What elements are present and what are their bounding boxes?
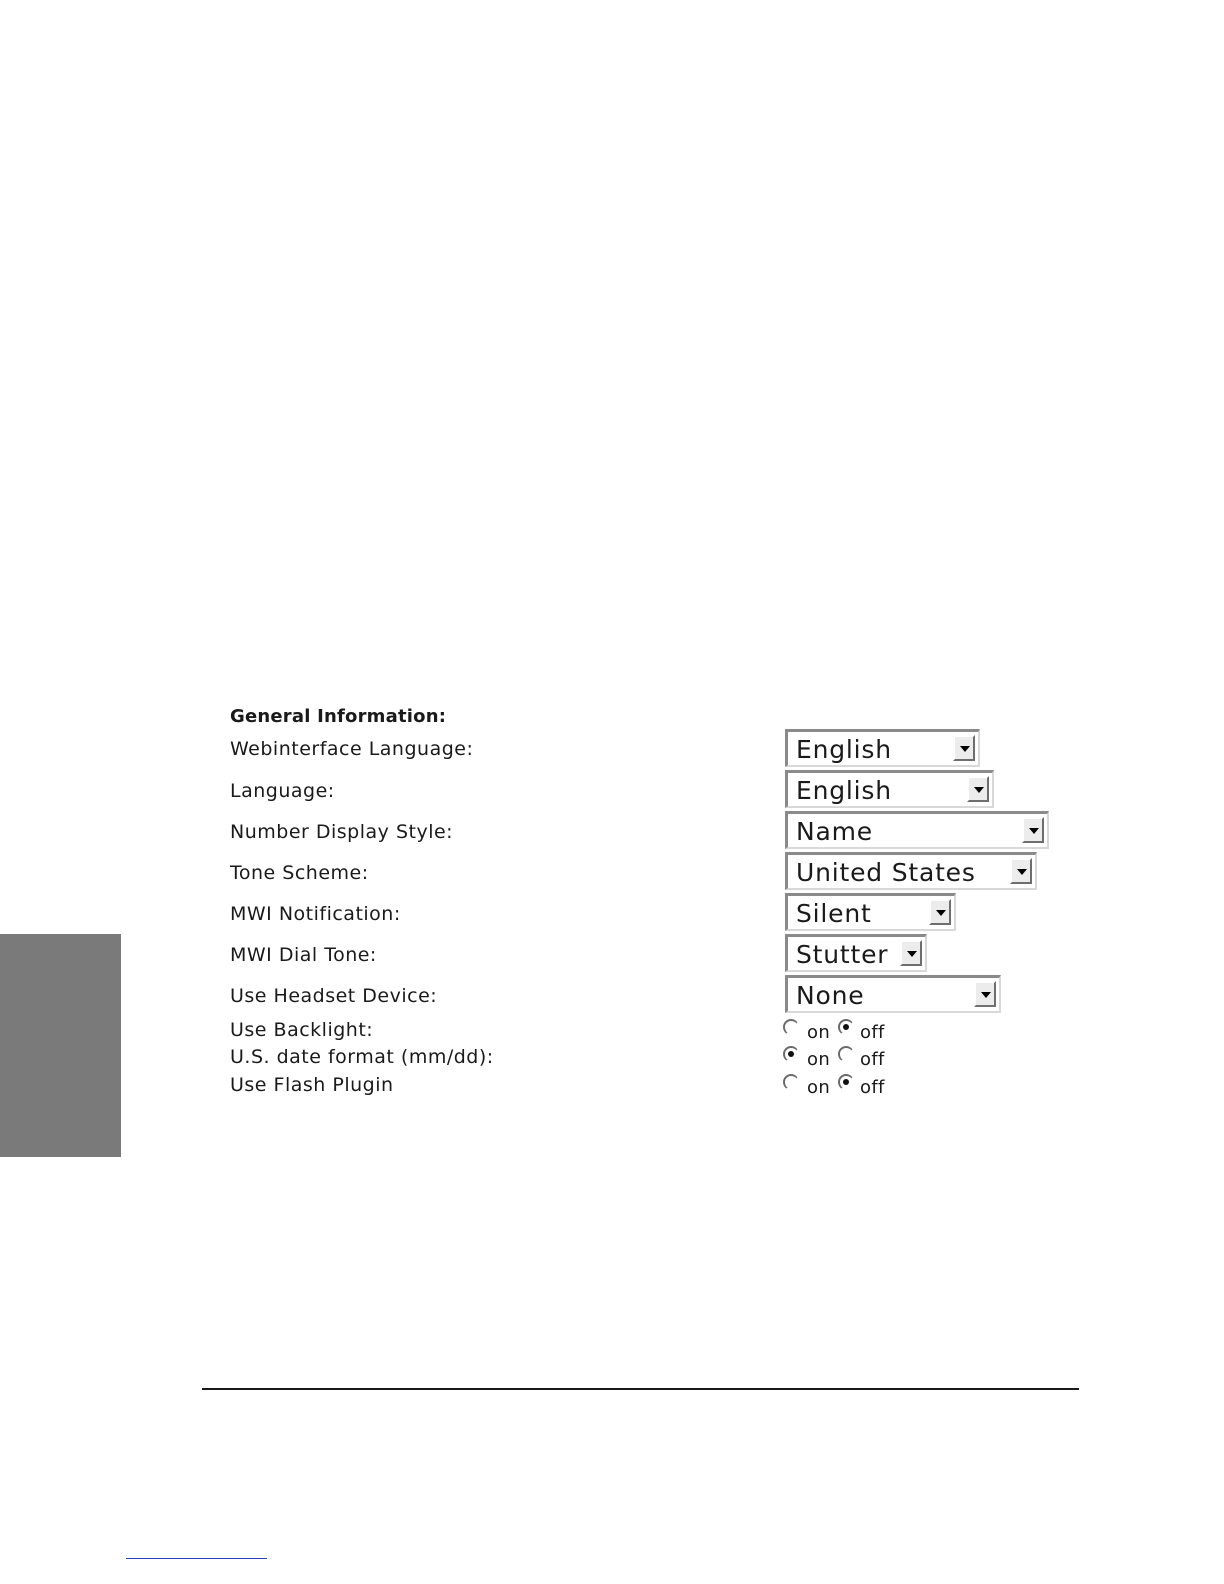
mwi-notification-select[interactable] — [785, 893, 956, 931]
use-flash-plugin-label: Use Flash Plugin — [230, 1074, 394, 1096]
use-flash-plugin-on-label: on — [807, 1077, 831, 1098]
webinterface-language-label: Webinterface Language: — [230, 738, 474, 760]
us-date-format-off-radio[interactable] — [838, 1046, 854, 1062]
language-value: English — [796, 776, 892, 805]
use-headset-device-label: Use Headset Device: — [230, 985, 438, 1007]
use-backlight-on-radio[interactable] — [783, 1019, 799, 1035]
footer-divider — [202, 1388, 1079, 1390]
webinterface-language-select[interactable] — [785, 729, 980, 767]
use-headset-device-select[interactable] — [785, 975, 1001, 1013]
tone-scheme-select[interactable] — [785, 852, 1037, 890]
chevron-down-icon[interactable] — [974, 981, 996, 1007]
number-display-style-select[interactable] — [785, 811, 1049, 849]
use-backlight-label: Use Backlight: — [230, 1019, 374, 1041]
number-display-style-label: Number Display Style: — [230, 821, 454, 843]
tone-scheme-label: Tone Scheme: — [230, 862, 369, 884]
us-date-format-on-radio[interactable] — [783, 1046, 799, 1062]
use-flash-plugin-off-radio[interactable] — [838, 1074, 854, 1090]
language-select[interactable] — [785, 770, 994, 808]
chevron-down-icon[interactable] — [967, 776, 989, 802]
chevron-down-icon[interactable] — [953, 735, 975, 761]
tone-scheme-value: United States — [796, 858, 976, 887]
link-underline — [126, 1558, 267, 1559]
chevron-down-icon[interactable] — [1022, 817, 1044, 843]
mwi-dial-tone-value: Stutter — [796, 940, 889, 969]
chevron-down-icon[interactable] — [900, 940, 922, 966]
mwi-notification-value: Silent — [796, 899, 872, 928]
use-flash-plugin-off-label: off — [860, 1077, 885, 1098]
us-date-format-label: U.S. date format (mm/dd): — [230, 1046, 494, 1068]
webinterface-language-value: English — [796, 735, 892, 764]
number-display-style-value: Name — [796, 817, 873, 846]
chevron-down-icon[interactable] — [929, 899, 951, 925]
mwi-dial-tone-label: MWI Dial Tone: — [230, 944, 377, 966]
use-backlight-on-label: on — [807, 1022, 831, 1043]
chevron-down-icon[interactable] — [1010, 858, 1032, 884]
section-title: General Information: — [230, 706, 447, 727]
use-backlight-off-label: off — [860, 1022, 885, 1043]
use-flash-plugin-on-radio[interactable] — [783, 1074, 799, 1090]
mwi-dial-tone-select[interactable] — [785, 934, 927, 972]
us-date-format-on-label: on — [807, 1049, 831, 1070]
use-headset-device-value: None — [796, 981, 865, 1010]
language-label: Language: — [230, 780, 335, 802]
mwi-notification-label: MWI Notification: — [230, 903, 401, 925]
use-backlight-off-radio[interactable] — [838, 1019, 854, 1035]
us-date-format-off-label: off — [860, 1049, 885, 1070]
